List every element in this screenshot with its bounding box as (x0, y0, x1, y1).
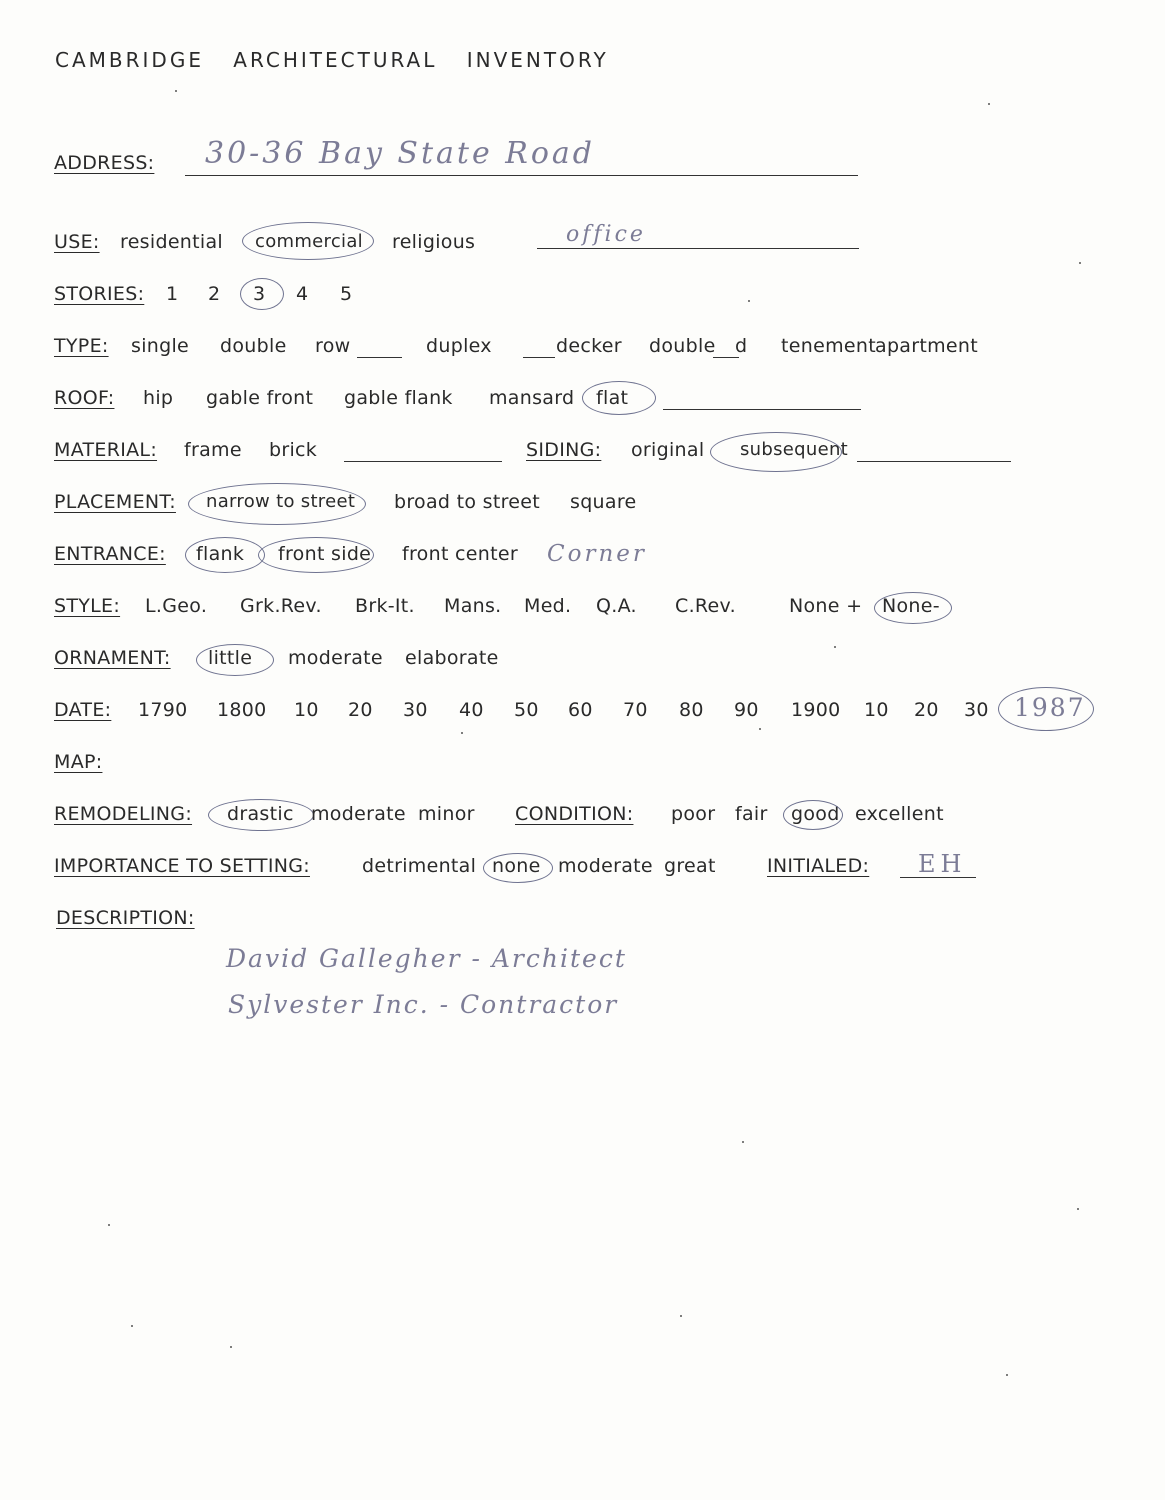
scan-speck (230, 1346, 232, 1348)
description-line-2[interactable]: Sylvester Inc. - Contractor (228, 990, 619, 1019)
remodeling-selection-circle (208, 799, 314, 831)
date-label: DATE: (54, 699, 112, 721)
remodeling-option-moderate[interactable]: moderate (311, 803, 406, 825)
style-selection-circle (874, 592, 952, 624)
style-option-lgeo[interactable]: L.Geo. (145, 595, 208, 617)
date-option-40[interactable]: 40 (459, 699, 484, 721)
remodeling-label: REMODELING: (54, 803, 193, 825)
type-option-d[interactable]: d (735, 335, 748, 357)
style-option-none-plus[interactable]: None + (789, 595, 863, 617)
entrance-front-side-circle (258, 537, 374, 573)
importance-option-detrimental[interactable]: detrimental (362, 855, 477, 877)
style-option-qa[interactable]: Q.A. (596, 595, 637, 617)
material-label: MATERIAL: (54, 439, 158, 461)
use-option-residential[interactable]: residential (120, 231, 224, 253)
date-option-1790[interactable]: 1790 (138, 699, 188, 721)
use-option-commercial[interactable]: commercial (255, 231, 363, 252)
material-option-brick[interactable]: brick (269, 439, 318, 461)
condition-option-poor[interactable]: poor (671, 803, 716, 825)
scan-speck (461, 732, 463, 734)
roof-label: ROOF: (54, 387, 115, 409)
entrance-option-flank[interactable]: flank (196, 543, 245, 565)
stories-option-4[interactable]: 4 (296, 283, 309, 305)
material-option-frame[interactable]: frame (184, 439, 242, 461)
use-other-value[interactable]: office (566, 222, 646, 247)
stories-option-3[interactable]: 3 (253, 283, 266, 305)
style-option-grkrev[interactable]: Grk.Rev. (240, 595, 322, 617)
style-option-none-minus[interactable]: None- (882, 595, 940, 617)
type-option-row[interactable]: row (315, 335, 351, 357)
ornament-label: ORNAMENT: (54, 647, 171, 669)
condition-selection-circle (783, 800, 843, 830)
style-option-mans[interactable]: Mans. (444, 595, 502, 617)
type-decker-blank (523, 357, 555, 358)
address-line (185, 175, 858, 176)
importance-option-none[interactable]: none (492, 855, 541, 877)
remodeling-option-minor[interactable]: minor (418, 803, 475, 825)
scan-speck (1077, 1208, 1079, 1210)
siding-selection-circle (710, 432, 842, 472)
condition-option-excellent[interactable]: excellent (855, 803, 944, 825)
importance-option-moderate[interactable]: moderate (558, 855, 653, 877)
ornament-option-moderate[interactable]: moderate (288, 647, 383, 669)
map-label: MAP: (54, 751, 103, 773)
stories-label: STORIES: (54, 283, 145, 305)
ornament-option-elaborate[interactable]: elaborate (405, 647, 499, 669)
siding-option-subsequent[interactable]: subsequent (740, 439, 849, 460)
date-option-1920[interactable]: 20 (914, 699, 939, 721)
scan-speck (759, 728, 761, 730)
style-option-med[interactable]: Med. (524, 595, 572, 617)
initialed-label: INITIALED: (767, 855, 870, 877)
roof-option-hip[interactable]: hip (143, 387, 174, 409)
type-row-blank (357, 357, 402, 358)
importance-selection-circle (483, 853, 553, 883)
placement-label: PLACEMENT: (54, 491, 176, 513)
use-selection-circle (242, 222, 374, 260)
scan-speck (108, 1224, 110, 1226)
scan-speck (680, 1315, 682, 1317)
date-option-20[interactable]: 20 (348, 699, 373, 721)
address-value[interactable]: 30-36 Bay State Road (205, 136, 596, 171)
scan-speck (1079, 262, 1081, 264)
siding-label: SIDING: (526, 439, 602, 461)
type-option-tenement[interactable]: tenement (781, 335, 876, 357)
date-option-10[interactable]: 10 (294, 699, 319, 721)
stories-option-5[interactable]: 5 (340, 283, 353, 305)
ornament-selection-circle (196, 644, 274, 676)
importance-option-great[interactable]: great (664, 855, 716, 877)
entrance-flank-circle (185, 537, 265, 573)
scan-speck (131, 1325, 133, 1327)
remodeling-option-drastic[interactable]: drastic (227, 803, 294, 825)
entrance-option-front-center[interactable]: front center (402, 543, 518, 565)
style-option-crev[interactable]: C.Rev. (675, 595, 736, 617)
date-option-90[interactable]: 90 (734, 699, 759, 721)
scan-speck (748, 300, 750, 302)
roof-option-mansard[interactable]: mansard (489, 387, 575, 409)
date-option-30[interactable]: 30 (403, 699, 428, 721)
type-option-single[interactable]: single (131, 335, 190, 357)
form-title: CAMBRIDGE ARCHITECTURAL INVENTORY (55, 48, 609, 72)
condition-label: CONDITION: (515, 803, 634, 825)
date-option-1910[interactable]: 10 (864, 699, 889, 721)
description-label: DESCRIPTION: (56, 907, 195, 929)
date-written-value[interactable]: 1987 (1014, 693, 1086, 722)
condition-option-fair[interactable]: fair (735, 803, 768, 825)
scan-speck (742, 1141, 744, 1143)
scan-speck (988, 103, 990, 105)
date-written-circle (998, 687, 1094, 731)
siding-other-line (857, 461, 1011, 462)
material-other-line (344, 461, 502, 462)
type-double-d-blank (713, 357, 739, 358)
entrance-option-front-side[interactable]: front side (278, 543, 372, 565)
stories-option-1[interactable]: 1 (166, 283, 179, 305)
ornament-option-little[interactable]: little (208, 647, 253, 669)
condition-option-good[interactable]: good (791, 803, 840, 825)
roof-option-gable-front[interactable]: gable front (206, 387, 314, 409)
scan-speck (1006, 1374, 1008, 1376)
roof-option-flat[interactable]: flat (596, 387, 629, 409)
stories-option-2[interactable]: 2 (208, 283, 221, 305)
address-label: ADDRESS: (54, 152, 155, 174)
placement-selection-circle (188, 483, 366, 525)
scan-speck (175, 90, 177, 92)
entrance-other-value[interactable]: Corner (547, 541, 647, 567)
style-option-brkit[interactable]: Brk-It. (355, 595, 415, 617)
type-option-double-d[interactable]: double (649, 335, 716, 357)
placement-option-broad[interactable]: broad to street (394, 491, 541, 513)
type-option-decker[interactable]: decker (556, 335, 622, 357)
date-option-1900[interactable]: 1900 (791, 699, 841, 721)
date-option-70[interactable]: 70 (623, 699, 648, 721)
placement-option-square[interactable]: square (570, 491, 637, 513)
type-option-double[interactable]: double (220, 335, 287, 357)
use-other-line (537, 248, 859, 249)
stories-selection-circle (240, 278, 284, 310)
date-option-1930[interactable]: 30 (964, 699, 989, 721)
date-option-80[interactable]: 80 (679, 699, 704, 721)
siding-option-original[interactable]: original (631, 439, 705, 461)
use-label: USE: (54, 231, 100, 253)
date-option-1800[interactable]: 1800 (217, 699, 267, 721)
style-label: STYLE: (54, 595, 121, 617)
placement-option-narrow[interactable]: narrow to street (206, 491, 356, 512)
roof-option-gable-flank[interactable]: gable flank (344, 387, 453, 409)
use-option-religious[interactable]: religious (392, 231, 476, 253)
scan-speck (834, 646, 836, 648)
type-label: TYPE: (54, 335, 109, 357)
type-option-apartment[interactable]: apartment (875, 335, 978, 357)
roof-other-line (663, 409, 861, 410)
roof-selection-circle (582, 381, 656, 415)
type-option-duplex[interactable]: duplex (426, 335, 492, 357)
importance-label: IMPORTANCE TO SETTING: (54, 855, 310, 877)
date-option-60[interactable]: 60 (568, 699, 593, 721)
description-line-1[interactable]: David Gallegher - Architect (226, 944, 627, 973)
entrance-label: ENTRANCE: (54, 543, 166, 565)
initialed-value[interactable]: EH (918, 850, 967, 878)
date-option-50[interactable]: 50 (514, 699, 539, 721)
